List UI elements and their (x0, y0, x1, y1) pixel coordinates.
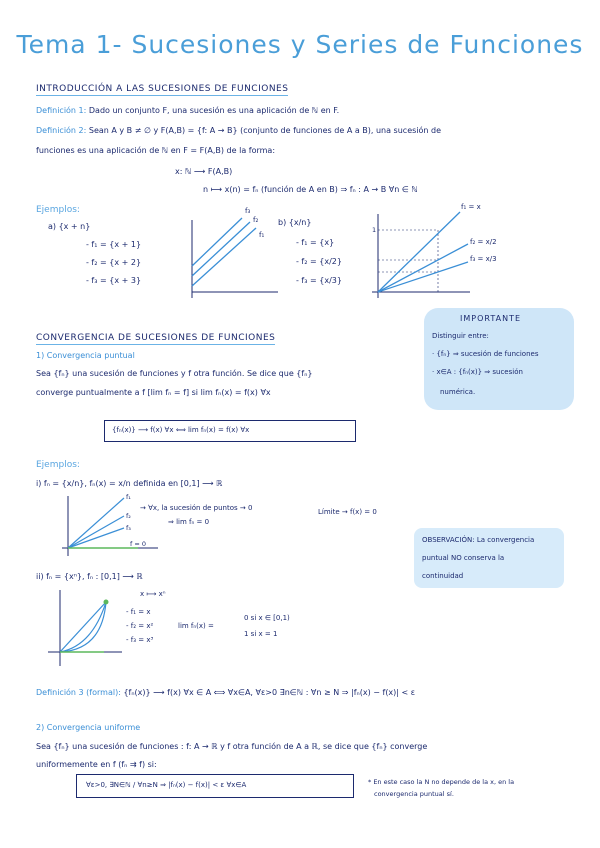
uniform-note-2: convergencia puntual sí. (374, 790, 454, 798)
example-a-label: a) {x + n} (48, 222, 91, 231)
graph-i-label-f3: f₃ (126, 524, 131, 532)
graph-i-line-f3 (68, 528, 124, 548)
graph-b-label-f1: f₁ = x (461, 203, 481, 211)
uniform-box-text: ∀ε>0, ∃N∈ℕ / ∀n≥N ⇒ |fₙ(x) − f(x)| < ε ∀x∈A (86, 781, 247, 789)
graph-i (58, 492, 168, 562)
graph-a-label-f3: f₃ (245, 207, 251, 215)
uniform-text-1: Sea {fₙ} una sucesión de funciones : f: A → ℝ y f otra función de A a ℝ, se dice que {fₙ} converge (36, 742, 428, 751)
examples-heading-2: Ejemplos: (36, 460, 80, 470)
graph-ii-curve-f1 (60, 602, 106, 652)
important-line-1: Distinguir entre: (432, 332, 489, 340)
example-ii-map: x ⟼ xⁿ (140, 590, 166, 598)
graph-b-label-f3: f₃ = x/3 (470, 255, 497, 263)
graph-i-label-f1: f₁ (126, 493, 131, 501)
observation-line-1: OBSERVACIÓN: La convergencia (422, 536, 535, 544)
example-b-label: b) {x/n} (278, 218, 312, 227)
example-ii-item: - f₃ = x³ (126, 636, 154, 644)
graph-i-line-f2 (68, 516, 124, 548)
graph-b-line-f1 (378, 212, 460, 292)
pointwise-heading: 1) Convergencia puntual (36, 351, 135, 360)
example-a-item: - f₁ = {x + 1} (86, 240, 142, 249)
uniform-note-1: * En este caso la N no depende de la x, en la (368, 778, 515, 786)
graph-b (370, 204, 490, 300)
graph-b-line-f2 (378, 244, 468, 292)
definition-2 (36, 126, 441, 135)
def3-text: {fₙ(x)} ⟶ f(x) ∀x ∈ A ⟺ ∀x∈A, ∀ε>0 ∃n∈ℕ : ∀n ≥ N ⇒ |fₙ(x) − f(x)| < ε (123, 688, 416, 697)
important-line-2: · {fₙ} ⇒ sucesión de funciones (432, 350, 539, 358)
important-line-4: numérica. (440, 388, 476, 396)
example-b-item: - f₁ = {x} (296, 238, 335, 247)
example-ii-case-2: 1 si x = 1 (244, 630, 278, 638)
example-ii-item: - f₂ = x² (126, 622, 154, 630)
example-i-limit: Límite → f(x) = 0 (318, 508, 377, 516)
pointwise-text-1: Sea {fₙ} una sucesión de funciones y f otra función. Se dice que {fₙ} (36, 369, 313, 378)
observation-line-2: puntual NO conserva la (422, 554, 505, 562)
graph-a-label-f2: f₂ (253, 216, 259, 224)
example-ii-lim: lim fₙ(x) = (178, 622, 214, 630)
example-b-item: - f₂ = {x/2} (296, 257, 342, 266)
graph-a (180, 210, 280, 300)
def1-label: Definición 1: (36, 106, 87, 115)
graph-b-axis-label: 1 (372, 226, 377, 234)
page-title: Tema 1- Sucesiones y Series de Funciones (16, 30, 584, 59)
example-i-text: i) fₙ = {x/n}, fₙ(x) = x/n definida en [0,1] ⟶ ℝ (36, 479, 223, 488)
def3-label: Definición 3 (formal): (36, 688, 121, 697)
important-title: IMPORTANTE (460, 314, 522, 323)
intro-heading: INTRODUCCIÓN A LAS SUCESIONES DE FUNCIONES (36, 84, 289, 94)
def2-text-2: funciones es una aplicación de ℕ en F = F(A,B) de la forma: (36, 146, 276, 155)
graph-ii-limit-point (104, 600, 109, 605)
def2-text-1: Sean A y B ≠ ∅ y F(A,B) = {f: A → B} (conjunto de funciones de A a B), una sucesión de (88, 126, 442, 135)
graph-b-label-f2: f₂ = x/2 (470, 238, 497, 246)
examples-heading-1: Ejemplos: (36, 205, 80, 215)
convergence-heading: CONVERGENCIA DE SUCESIONES DE FUNCIONES (36, 333, 276, 343)
uniform-heading: 2) Convergencia uniforme (36, 723, 141, 732)
example-i-note-2: ⇒ lim fₙ = 0 (168, 518, 210, 526)
map-line-1: x: ℕ ⟶ F(A,B) (175, 167, 233, 176)
pointwise-box-text: {fₙ(x)} ⟶ f(x) ∀x ⟺ lim fₙ(x) = f(x) ∀x (112, 426, 250, 434)
def1-text: Dado un conjunto F, una sucesión es una aplicación de ℕ en F. (88, 106, 340, 115)
important-line-3: · x∈A : {fₙ(x)} ⇒ sucesión (432, 368, 523, 376)
example-ii-item: - f₁ = x (126, 608, 151, 616)
graph-i-label-f2: f₂ (126, 512, 131, 520)
example-b-item: - f₃ = {x/3} (296, 276, 342, 285)
graph-b-line-f3 (378, 262, 468, 292)
example-ii-case-1: 0 si x ∈ [0,1) (244, 614, 290, 622)
uniform-text-2: uniformemente en f (fₙ ⇉ f) si: (36, 760, 157, 769)
example-i-note-1: → ∀x, la sucesión de puntos → 0 (140, 504, 253, 512)
graph-a-line-f2 (192, 222, 250, 276)
example-a-item: - f₃ = {x + 3} (86, 276, 142, 285)
example-ii-text: ii) fₙ = {xⁿ}, fₙ : [0,1] ⟶ ℝ (36, 572, 143, 581)
def2-label: Definición 2: (36, 126, 87, 135)
graph-a-label-f1: f₁ (259, 231, 265, 239)
observation-line-3: continuidad (422, 572, 464, 580)
graph-i-line-f1 (68, 498, 124, 548)
graph-i-label-f0: f = 0 (130, 540, 147, 548)
pointwise-text-2: converge puntualmente a f [lim fₙ = f] si lim fₙ(x) = f(x) ∀x (36, 388, 271, 397)
definition-3 (36, 688, 415, 697)
graph-ii (44, 588, 124, 668)
graph-a-line-f3 (192, 218, 242, 266)
definition-1 (36, 106, 339, 115)
example-a-item: - f₂ = {x + 2} (86, 258, 142, 267)
map-line-2: n ⟼ x(n) = fₙ (función de A en B) ⇒ fₙ : A → B ∀n ∈ ℕ (203, 185, 418, 194)
